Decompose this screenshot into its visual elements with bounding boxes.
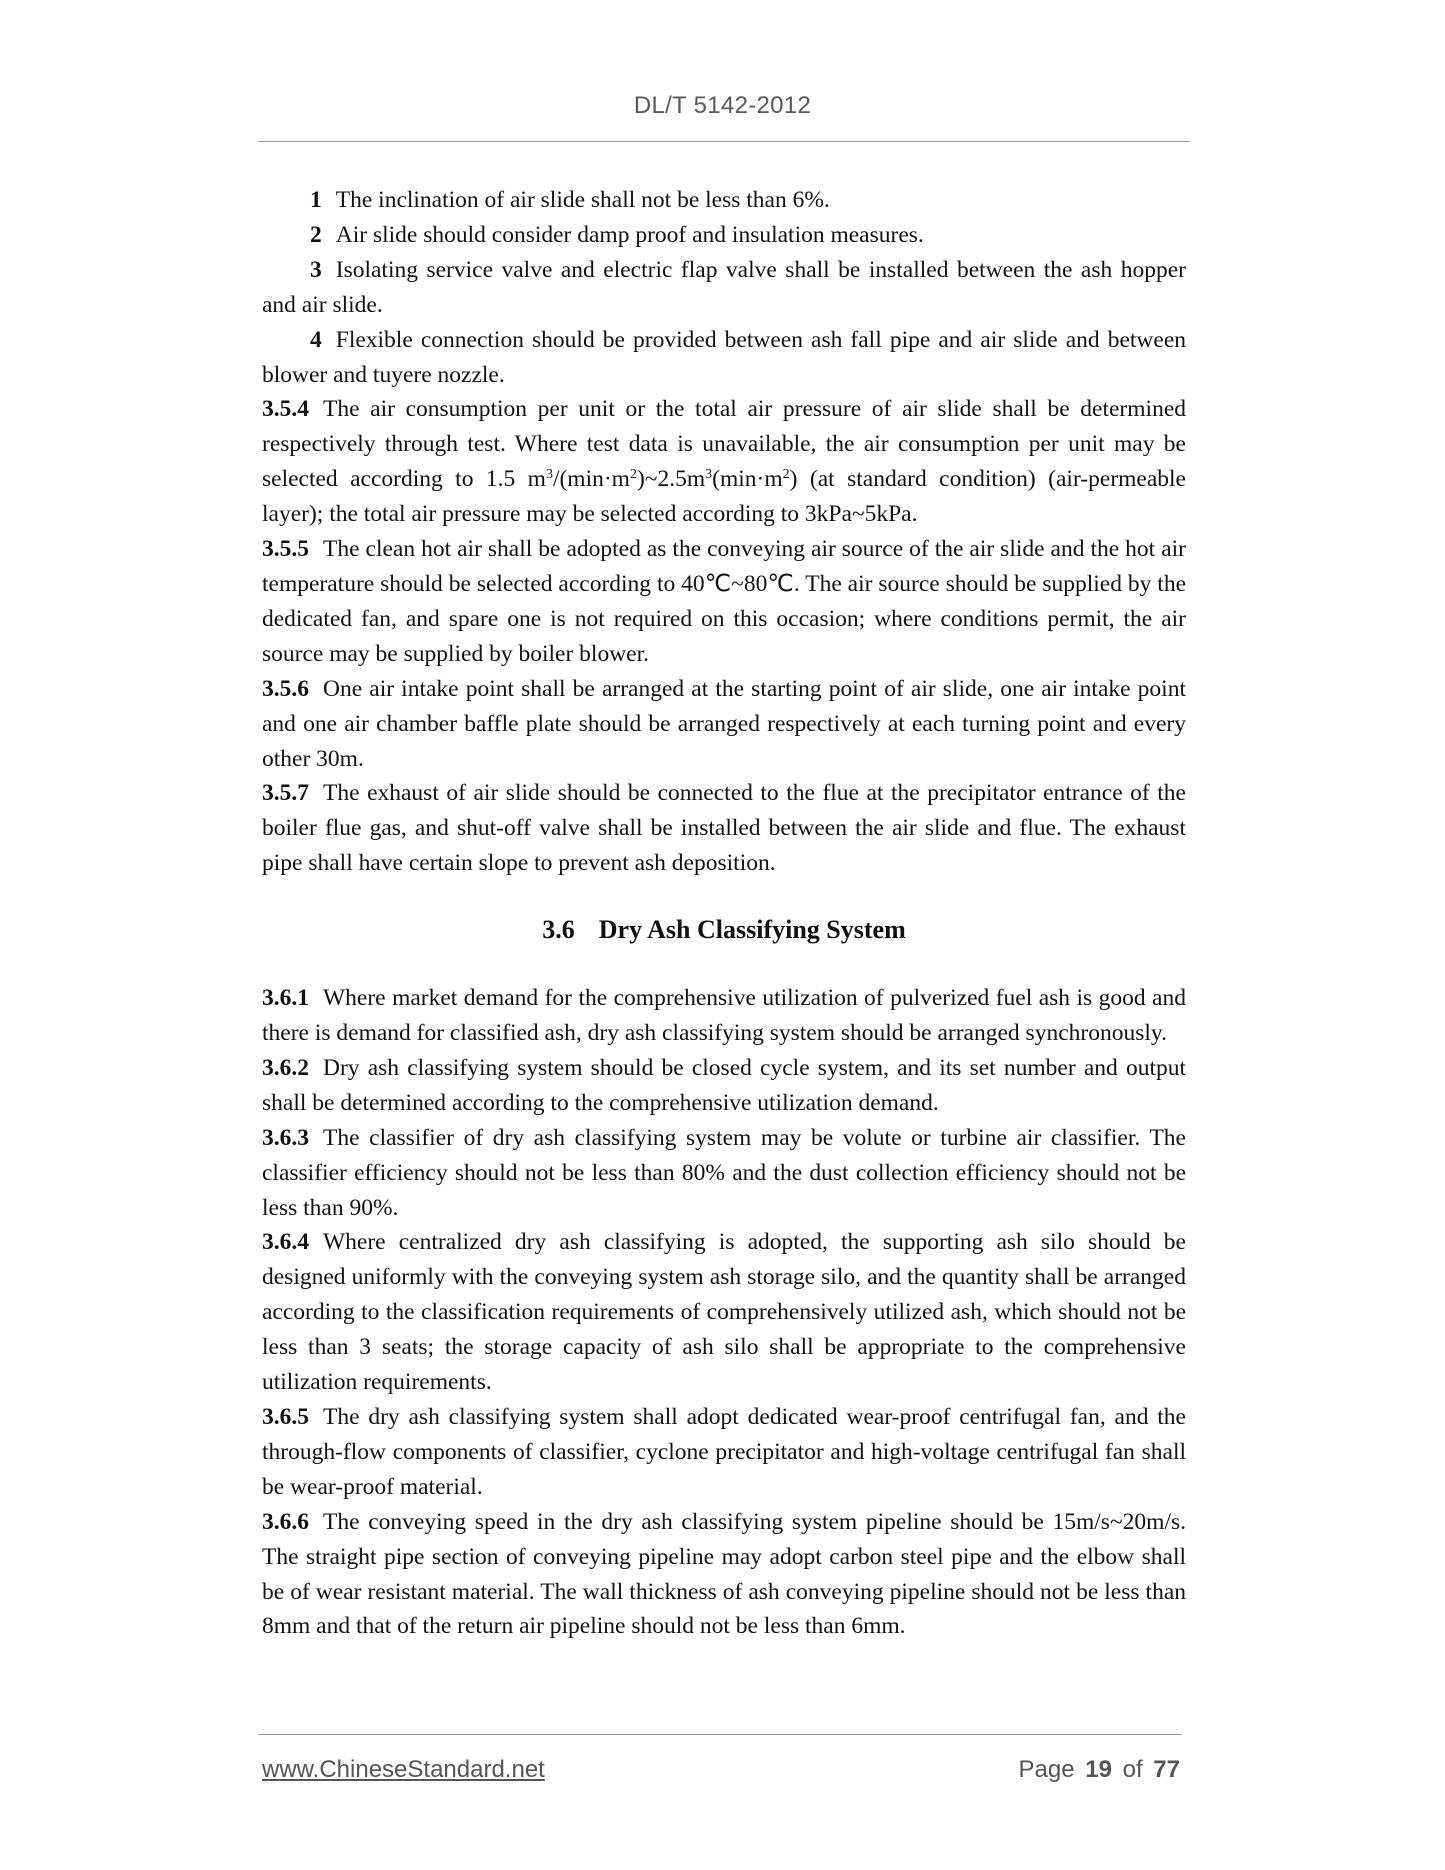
clause-3-6-4: [262, 1225, 1186, 1400]
list-item: [262, 323, 1186, 393]
item-text: The inclination of air slide shall not be less than 6%.: [335, 187, 830, 213]
superscript: 2: [782, 467, 790, 483]
clause-text: The clean hot air shall be adopted as the conveying air source of the air slide and the hot air temperature should be selected according to 40℃~80℃. The air source should be supplied by the dedicated fan, and spare one is not required on this occasion; where conditions permit, the air source may be supplied by boiler blower.: [262, 536, 1186, 667]
clause-text: ) (at standard condition) (air-permeable layer); the total air pressure may be selected according to 3kPa~5kPa.: [262, 466, 1186, 528]
clause-3-6-3: [262, 1121, 1186, 1226]
item-text: Air slide should consider damp proof and insulation measures.: [335, 221, 924, 248]
clause-number: 3.6.6: [262, 1508, 309, 1535]
clause-number: 3.6.3: [262, 1124, 309, 1151]
clause-number: 3.5.5: [262, 536, 309, 563]
list-item: [262, 183, 1186, 218]
item-number: 2: [310, 221, 322, 248]
clause-number: 3.6.5: [262, 1404, 309, 1430]
superscript: 2: [629, 467, 637, 483]
clause-number: 3.6.4: [262, 1229, 309, 1256]
clause-text: The classifier of dry ash classifying system may be volute or turbine air classifier. The classifier efficiency should not be less than 80% and the dust collection efficiency should not be less than 90%.: [262, 1124, 1186, 1221]
page-number: 19: [1085, 1756, 1112, 1783]
clause-text: The dry ash classifying system shall adopt dedicated wear-proof centrifugal fan, and the through-flow components of classifier, cyclone precipitator and high-voltage centrifugal fan shall be wear-proof material.: [262, 1404, 1186, 1500]
footer-divider: [258, 1734, 1182, 1735]
clause-text: )~2.5m: [636, 466, 706, 493]
of-label: of: [1122, 1756, 1143, 1783]
clause-text: Dry ash classifying system should be closed cycle system, and its set number and output shall be determined according to the comprehensive utilization demand.: [262, 1054, 1186, 1116]
page-indicator: [1015, 1756, 1181, 1784]
clause-number: 3.6.1: [262, 985, 309, 1012]
clause-number: 3.5.6: [262, 675, 309, 702]
document-body: [262, 183, 1186, 1644]
header-title: DL/T 5142-2012: [633, 92, 812, 119]
clause-text: Where market demand for the comprehensive utilization of pulverized fuel ash is good and there is demand for classified ash, dry ash classifying system should be arranged synchronously.: [262, 985, 1186, 1047]
clause-text: /(min·m: [552, 466, 630, 493]
header-divider: [258, 141, 1190, 142]
item-text: Flexible connection should be provided between ash fall pipe and air slide and between blower and tuyere nozzle.: [262, 326, 1186, 388]
list-item: [262, 253, 1186, 323]
clause-3-5-4: [262, 392, 1186, 532]
clause-text: One air intake point shall be arranged at the starting point of air slide, one air intake point and one air chamber baffle plate should be arranged respectively at each turning point and every other 30m.: [262, 675, 1186, 772]
clause-3-6-5: [262, 1400, 1186, 1505]
superscript: 3: [545, 467, 553, 483]
clause-3-6-2: [262, 1051, 1186, 1121]
clause-3-5-7: [262, 776, 1186, 881]
item-number: 4: [310, 326, 322, 353]
page-total: 77: [1153, 1756, 1180, 1783]
clause-3-5-5: [262, 532, 1186, 672]
clause-3-6-1: [262, 981, 1186, 1051]
page-label: Page: [1018, 1756, 1075, 1783]
clause-number: 3.6.2: [262, 1054, 309, 1081]
clause-text: (min·m: [712, 466, 783, 493]
clause-text: Where centralized dry ash classifying is adopted, the supporting ash silo should be designed uniformly with the conveying system ash storage silo, and the quantity shall be arranged according to the classification requirements of comprehensively utilized ash, which should not be less than 3 seats; the storage capacity of ash silo shall be appropriate to the comprehensive utilization requirements.: [262, 1229, 1186, 1396]
clause-number: 3.5.4: [262, 396, 309, 423]
list-item: [262, 218, 1186, 253]
website-link[interactable]: www.ChineseStandard.net: [262, 1756, 545, 1783]
clause-3-5-6: [262, 672, 1186, 777]
section-number: 3.6: [542, 915, 575, 945]
clause-text: The air consumption per unit or the total air pressure of air slide shall be determined respectively through test. Where test data is unavailable, the air consumption per unit may be selected according to 1.5 m: [262, 396, 1186, 493]
section-heading: [262, 913, 1186, 947]
clause-number: 3.5.7: [262, 780, 309, 807]
item-number: 1: [310, 187, 322, 213]
clause-text: The exhaust of air slide should be connected to the flue at the precipitator entrance of the boiler flue gas, and shut-off valve shall be installed between the air slide and flue. The exhaust pipe shall have certain slope to prevent ash deposition.: [262, 780, 1186, 877]
superscript: 3: [705, 467, 713, 483]
item-text: Isolating service valve and electric flap valve shall be installed between the ash hopper and air slide.: [262, 256, 1186, 318]
item-number: 3: [310, 256, 322, 283]
clause-text: The conveying speed in the dry ash classifying system pipeline should be 15m/s~20m/s. The straight pipe section of conveying pipeline may adopt carbon steel pipe and the elbow shall be of wear resistant material. The wall thickness of ash conveying pipeline should not be less than 8mm and that of the return air pipeline should not be less than 6mm.: [262, 1508, 1186, 1640]
clause-3-6-6: [262, 1505, 1186, 1645]
section-title: Dry Ash Classifying System: [598, 915, 906, 945]
